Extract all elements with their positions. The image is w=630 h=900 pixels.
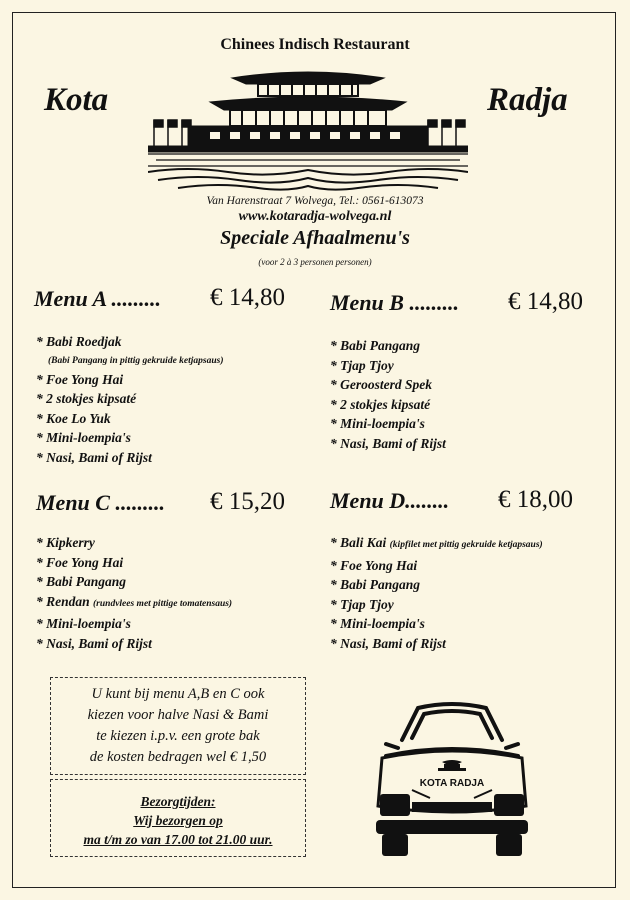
page-title: Speciale Afhaalmenu's: [220, 227, 410, 249]
list-item: * Geroosterd Spek: [330, 377, 432, 392]
info-line: kiezen voor halve Nasi & Bami: [87, 707, 269, 723]
restaurant-subtitle: Chinees Indisch Restaurant: [220, 36, 410, 53]
menu-b-price: € 14,80: [508, 288, 583, 315]
brand-left: Kota: [44, 82, 109, 118]
list-item: * 2 stokjes kipsaté: [330, 396, 431, 412]
car-label: KOTA RADJA: [419, 778, 485, 789]
delivery-car-illustration: [372, 698, 532, 866]
persons-note: (voor 2 à 3 personen personen): [258, 257, 372, 267]
list-item: * Foe Yong Hai: [330, 557, 418, 573]
menu-b-items: [330, 336, 446, 453]
address: Van Harenstraat 7 Wolvega, Tel.: 0561-613073: [206, 195, 424, 207]
menu-b-title: Menu B .........: [330, 290, 459, 315]
list-item: * Babi Pangang: [330, 577, 421, 592]
list-item: * Kipkerry: [36, 535, 95, 550]
list-item-note: (Babi Pangang in pittig gekruide ketjapsaus): [48, 355, 224, 366]
list-item: * Koe Lo Yuk: [36, 410, 111, 426]
menu-c-items: [36, 533, 232, 653]
menu-a-title: Menu A .........: [34, 286, 161, 311]
menu-b: [330, 290, 459, 316]
website-link[interactable]: www.kotaradja-wolvega.nl: [238, 209, 392, 224]
delivery-hours: ma t/m zo van 17.00 tot 21.00 uur.: [83, 832, 273, 847]
list-item: * Foe Yong Hai: [36, 371, 124, 387]
list-item: * Bali Kai (kipfilet met pittig gekruide ketjapsaus): [330, 535, 543, 550]
delivery-box: [50, 779, 306, 857]
temple-illustration: [148, 62, 468, 192]
list-item: * Rendan (rundvlees met pittige tomatensaus): [36, 593, 233, 609]
list-item: * Nasi, Bami of Rijst: [330, 435, 446, 451]
menu-c: [36, 490, 165, 516]
menu-a-price: € 14,80: [210, 284, 285, 311]
delivery-heading: Bezorgtijden:: [140, 794, 216, 809]
list-item: * Nasi, Bami of Rijst: [36, 449, 152, 465]
brand-right: Radja: [487, 82, 568, 118]
list-item: * Tjap Tjoy: [330, 357, 394, 373]
menu-a-items: [36, 332, 224, 467]
list-item: * 2 stokjes kipsaté: [36, 391, 137, 406]
delivery-line: Wij bezorgen op: [133, 813, 223, 828]
list-item: * Mini-loempia's: [330, 416, 425, 431]
menu-c-title: Menu C .........: [36, 490, 165, 515]
info-line: te kiezen i.p.v. een grote bak: [96, 728, 260, 744]
list-item: * Nasi, Bami of Rijst: [330, 635, 446, 651]
info-line: U kunt bij menu A,B en C ook: [91, 686, 265, 702]
info-box: [50, 677, 306, 775]
list-item: * Mini-loempia's: [36, 616, 131, 631]
list-item: * Tjap Tjoy: [330, 596, 394, 612]
menu-d-title: Menu D........: [330, 488, 450, 513]
list-item: * Babi Roedjak: [36, 334, 122, 349]
list-item: * Mini-loempia's: [330, 616, 425, 631]
menu-c-price: € 15,20: [210, 488, 285, 515]
list-item: * Mini-loempia's: [36, 430, 131, 445]
list-item: * Foe Yong Hai: [36, 554, 124, 570]
menu-d: [330, 488, 449, 514]
menu-a: [34, 286, 161, 312]
info-line: de kosten bedragen wel € 1,50: [89, 749, 267, 765]
menu-d-price: € 18,00: [498, 486, 573, 513]
list-item: * Babi Pangang: [330, 338, 421, 353]
list-item: * Nasi, Bami of Rijst: [36, 635, 152, 651]
list-item: * Babi Pangang: [36, 574, 127, 589]
menu-d-items: [330, 533, 543, 653]
